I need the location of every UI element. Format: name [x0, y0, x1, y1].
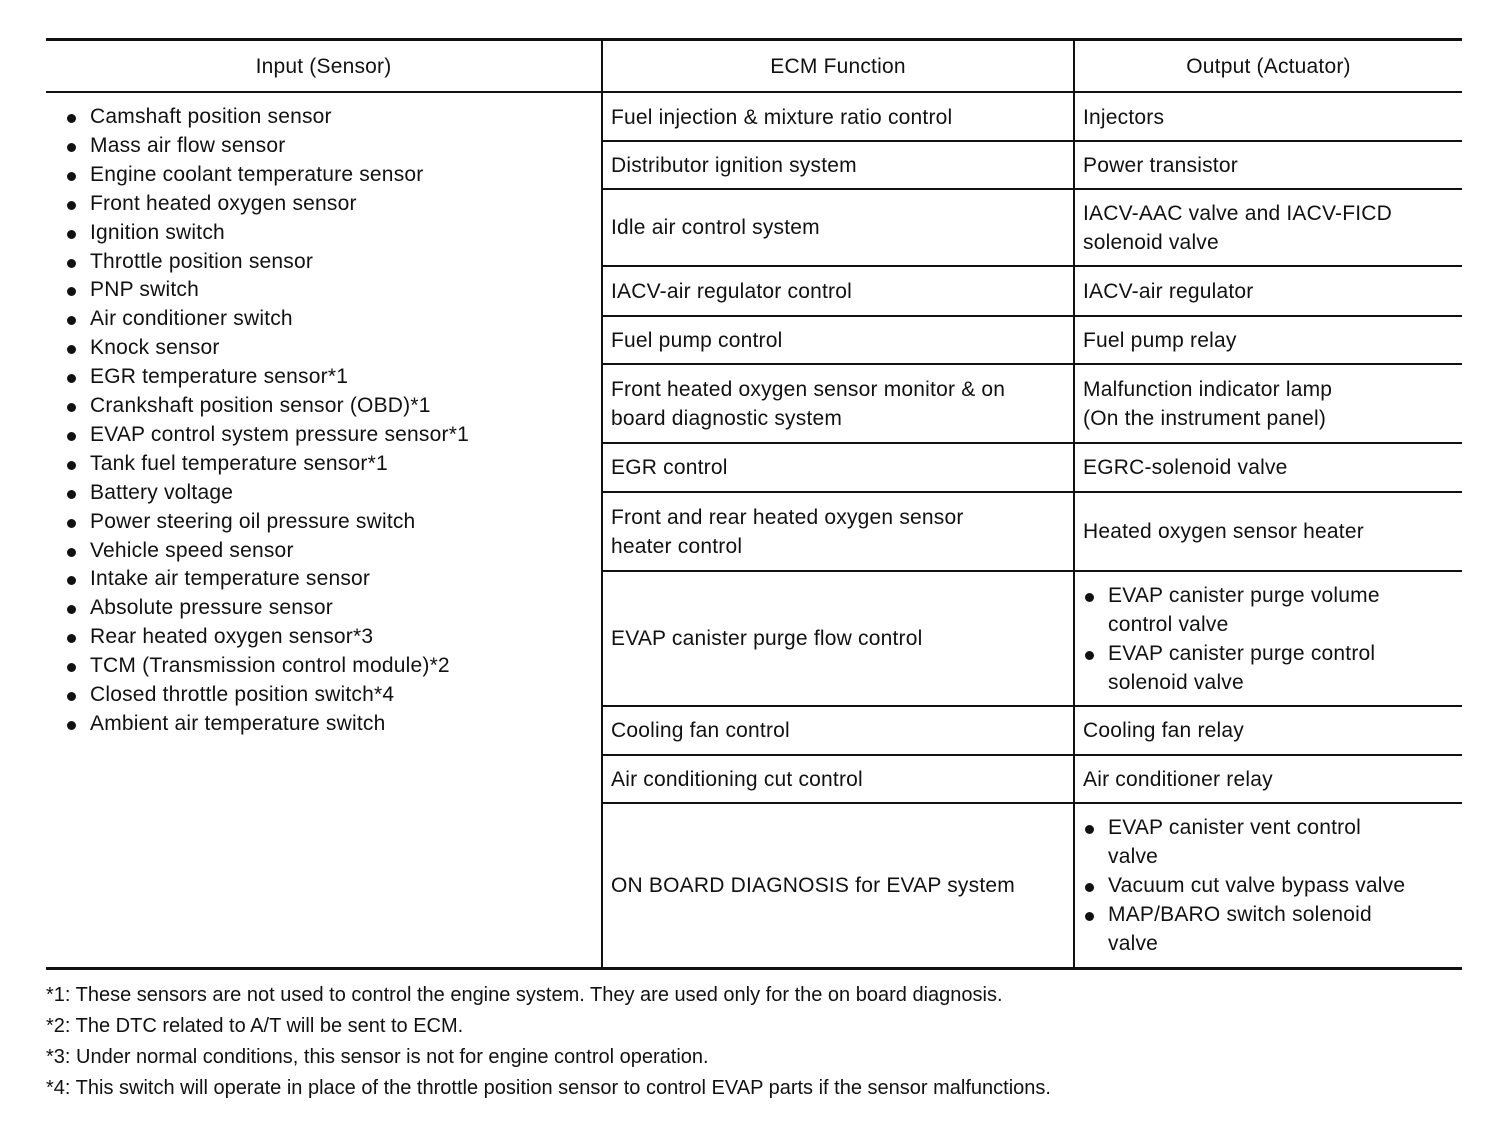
- input-list-item: [60, 593, 590, 622]
- bullet-icon: [67, 721, 76, 730]
- input-list-item: [60, 102, 590, 131]
- row-divider: [603, 491, 1462, 493]
- bullet-icon: [67, 114, 76, 123]
- row-divider: [603, 140, 1462, 142]
- input-list-item: [60, 680, 590, 709]
- bullet-icon: [67, 548, 76, 557]
- bullet-icon: [67, 432, 76, 441]
- output-actuator-text: solenoid valve: [1083, 230, 1219, 254]
- output-actuator-text: IACV-air regulator: [1083, 279, 1254, 303]
- bullet-icon: [67, 519, 76, 528]
- input-sensor-label: Air conditioner switch: [90, 307, 293, 331]
- input-sensor-label: TCM (Transmission control module)*2: [90, 654, 450, 678]
- row-divider: [603, 570, 1462, 572]
- header-input: Input (Sensor): [255, 55, 392, 78]
- bullet-icon: [67, 605, 76, 614]
- footnote-4: *4: This switch will operate in place of the throttle position sensor to control EVAP parts if the sensor malfunctions.: [46, 1077, 1051, 1099]
- input-list-item: [60, 420, 590, 449]
- input-list-item: [60, 449, 590, 478]
- input-list-item: [60, 564, 590, 593]
- output-actuator-text: Heated oxygen sensor heater: [1083, 520, 1364, 543]
- row-divider: [603, 802, 1462, 804]
- input-sensor-label: Vehicle speed sensor: [90, 538, 294, 562]
- input-sensor-label: Crankshaft position sensor (OBD)*1: [90, 394, 431, 417]
- ecm-function-text: Fuel pump control: [611, 328, 783, 352]
- input-list-item: [60, 478, 590, 507]
- input-list-item: [60, 275, 590, 304]
- input-sensor-label: Engine coolant temperature sensor: [90, 162, 424, 186]
- bullet-icon: [1085, 593, 1094, 602]
- output-actuator-bullet-text: Vacuum cut valve bypass valve: [1108, 873, 1406, 897]
- input-sensor-label: Camshaft position sensor: [90, 105, 332, 128]
- row-divider: [603, 754, 1462, 756]
- bullet-icon: [1085, 883, 1094, 892]
- bullet-icon: [67, 259, 76, 268]
- bullet-icon: [67, 172, 76, 181]
- input-sensor-label: EVAP control system pressure sensor*1: [90, 422, 469, 446]
- bullet-icon: [67, 461, 76, 470]
- input-list-item: [60, 391, 590, 420]
- input-sensor-label: Closed throttle position switch*4: [90, 683, 395, 706]
- bullet-icon: [1085, 651, 1094, 660]
- ecm-function-text: board diagnostic system: [611, 406, 843, 430]
- bullet-icon: [67, 374, 76, 383]
- input-sensor-label: Intake air temperature sensor: [90, 567, 371, 591]
- column-divider-input-function: [601, 41, 603, 968]
- footnote-3: *3: Under normal conditions, this sensor is not for engine control operation.: [46, 1046, 709, 1068]
- output-actuator-bullet-text: EVAP canister purge control: [1108, 641, 1376, 665]
- row-divider: [603, 363, 1462, 365]
- bullet-icon: [67, 634, 76, 643]
- ecm-function-text: Distributor ignition system: [611, 153, 857, 177]
- input-sensor-label: Ambient air temperature switch: [90, 711, 386, 735]
- input-list-item: [60, 131, 590, 160]
- row-divider: [603, 188, 1462, 190]
- row-divider: [603, 315, 1462, 317]
- input-sensor-label: Ignition switch: [90, 220, 225, 244]
- bullet-icon: [1085, 912, 1094, 921]
- input-sensor-label: Tank fuel temperature sensor*1: [90, 451, 388, 475]
- output-actuator-bullet-text: control valve: [1108, 612, 1229, 636]
- input-list-item: [60, 333, 590, 362]
- bullet-icon: [67, 403, 76, 412]
- output-actuator-bullet-text: valve: [1108, 931, 1159, 955]
- output-actuator-text: Air conditioner relay: [1083, 767, 1273, 791]
- ecm-function-text: Air conditioning cut control: [611, 767, 863, 791]
- output-actuator-bullet-text: EVAP canister purge volume: [1108, 583, 1380, 607]
- input-list-item: [60, 622, 590, 651]
- ecm-function-text: Front heated oxygen sensor monitor & on: [611, 377, 1006, 401]
- input-list-item: [60, 247, 590, 276]
- ecm-function-text: Front and rear heated oxygen sensor: [611, 505, 964, 529]
- ecm-function-text: IACV-air regulator control: [611, 279, 852, 303]
- input-list-item: [60, 362, 590, 391]
- input-list-item: [60, 536, 590, 565]
- input-sensor-label: Knock sensor: [90, 336, 220, 360]
- input-sensor-label: Mass air flow sensor: [90, 133, 286, 157]
- row-divider: [603, 705, 1462, 707]
- input-sensor-label: PNP switch: [90, 278, 199, 302]
- output-actuator-bullet-text: EVAP canister vent control: [1108, 815, 1362, 839]
- output-actuator-text: IACV-AAC valve and IACV-FICD: [1083, 201, 1393, 225]
- footnote-1: *1: These sensors are not used to control the engine system. They are used only for the on board diagnosis.: [46, 984, 1003, 1006]
- output-actuator-text: EGRC-solenoid valve: [1083, 456, 1288, 479]
- output-actuator-text: Cooling fan relay: [1083, 719, 1244, 742]
- input-list-item: [60, 189, 590, 218]
- input-sensor-label: Power steering oil pressure switch: [90, 509, 416, 533]
- header-bottom-rule: [46, 91, 1462, 93]
- input-sensor-label: Absolute pressure sensor: [90, 596, 333, 620]
- ecm-function-text: EGR control: [611, 456, 728, 479]
- header-ecm-function: ECM Function: [770, 55, 906, 78]
- bullet-icon: [67, 287, 76, 296]
- header-output: Output (Actuator): [1186, 55, 1351, 78]
- input-list-item: [60, 218, 590, 247]
- bullet-icon: [67, 201, 76, 210]
- ecm-function-text: Idle air control system: [611, 216, 820, 239]
- table-bottom-rule: [46, 967, 1462, 970]
- input-sensor-label: Battery voltage: [90, 480, 234, 504]
- input-sensor-label: Throttle position sensor: [90, 249, 314, 273]
- input-sensor-label: Front heated oxygen sensor: [90, 191, 357, 215]
- row-divider: [603, 265, 1462, 267]
- output-actuator-bullet-text: MAP/BARO switch solenoid: [1108, 902, 1372, 926]
- output-actuator-text: Fuel pump relay: [1083, 328, 1237, 352]
- bullet-icon: [67, 692, 76, 701]
- output-actuator-text: Power transistor: [1083, 153, 1238, 177]
- table-top-rule: [46, 38, 1462, 41]
- output-actuator-text: Malfunction indicator lamp: [1083, 377, 1333, 401]
- footnote-2: *2: The DTC related to A/T will be sent to ECM.: [46, 1015, 464, 1037]
- bullet-icon: [67, 345, 76, 354]
- input-sensor-label: Rear heated oxygen sensor*3: [90, 625, 374, 649]
- bullet-icon: [67, 230, 76, 239]
- column-divider-function-output: [1073, 41, 1075, 968]
- input-list-item: [60, 160, 590, 189]
- input-list-item: [60, 304, 590, 333]
- input-list-item: [60, 709, 590, 738]
- output-actuator-bullet-text: solenoid valve: [1108, 670, 1244, 694]
- output-actuator-text: (On the instrument panel): [1083, 406, 1327, 430]
- bullet-icon: [67, 576, 76, 585]
- ecm-function-text: EVAP canister purge flow control: [611, 627, 923, 650]
- ecm-function-text: Cooling fan control: [611, 719, 790, 742]
- bullet-icon: [67, 490, 76, 499]
- bullet-icon: [67, 663, 76, 672]
- ecm-function-text: Fuel injection & mixture ratio control: [611, 105, 953, 129]
- bullet-icon: [67, 316, 76, 325]
- bullet-icon: [67, 143, 76, 152]
- output-actuator-bullet-text: valve: [1108, 844, 1159, 868]
- row-divider: [603, 442, 1462, 444]
- bullet-icon: [1085, 825, 1094, 834]
- input-sensor-label: EGR temperature sensor*1: [90, 365, 349, 389]
- ecm-function-text: ON BOARD DIAGNOSIS for EVAP system: [611, 873, 1015, 897]
- input-list-item: [60, 651, 590, 680]
- input-list-item: [60, 507, 590, 536]
- ecm-function-text: heater control: [611, 534, 743, 558]
- output-actuator-text: Injectors: [1083, 105, 1165, 129]
